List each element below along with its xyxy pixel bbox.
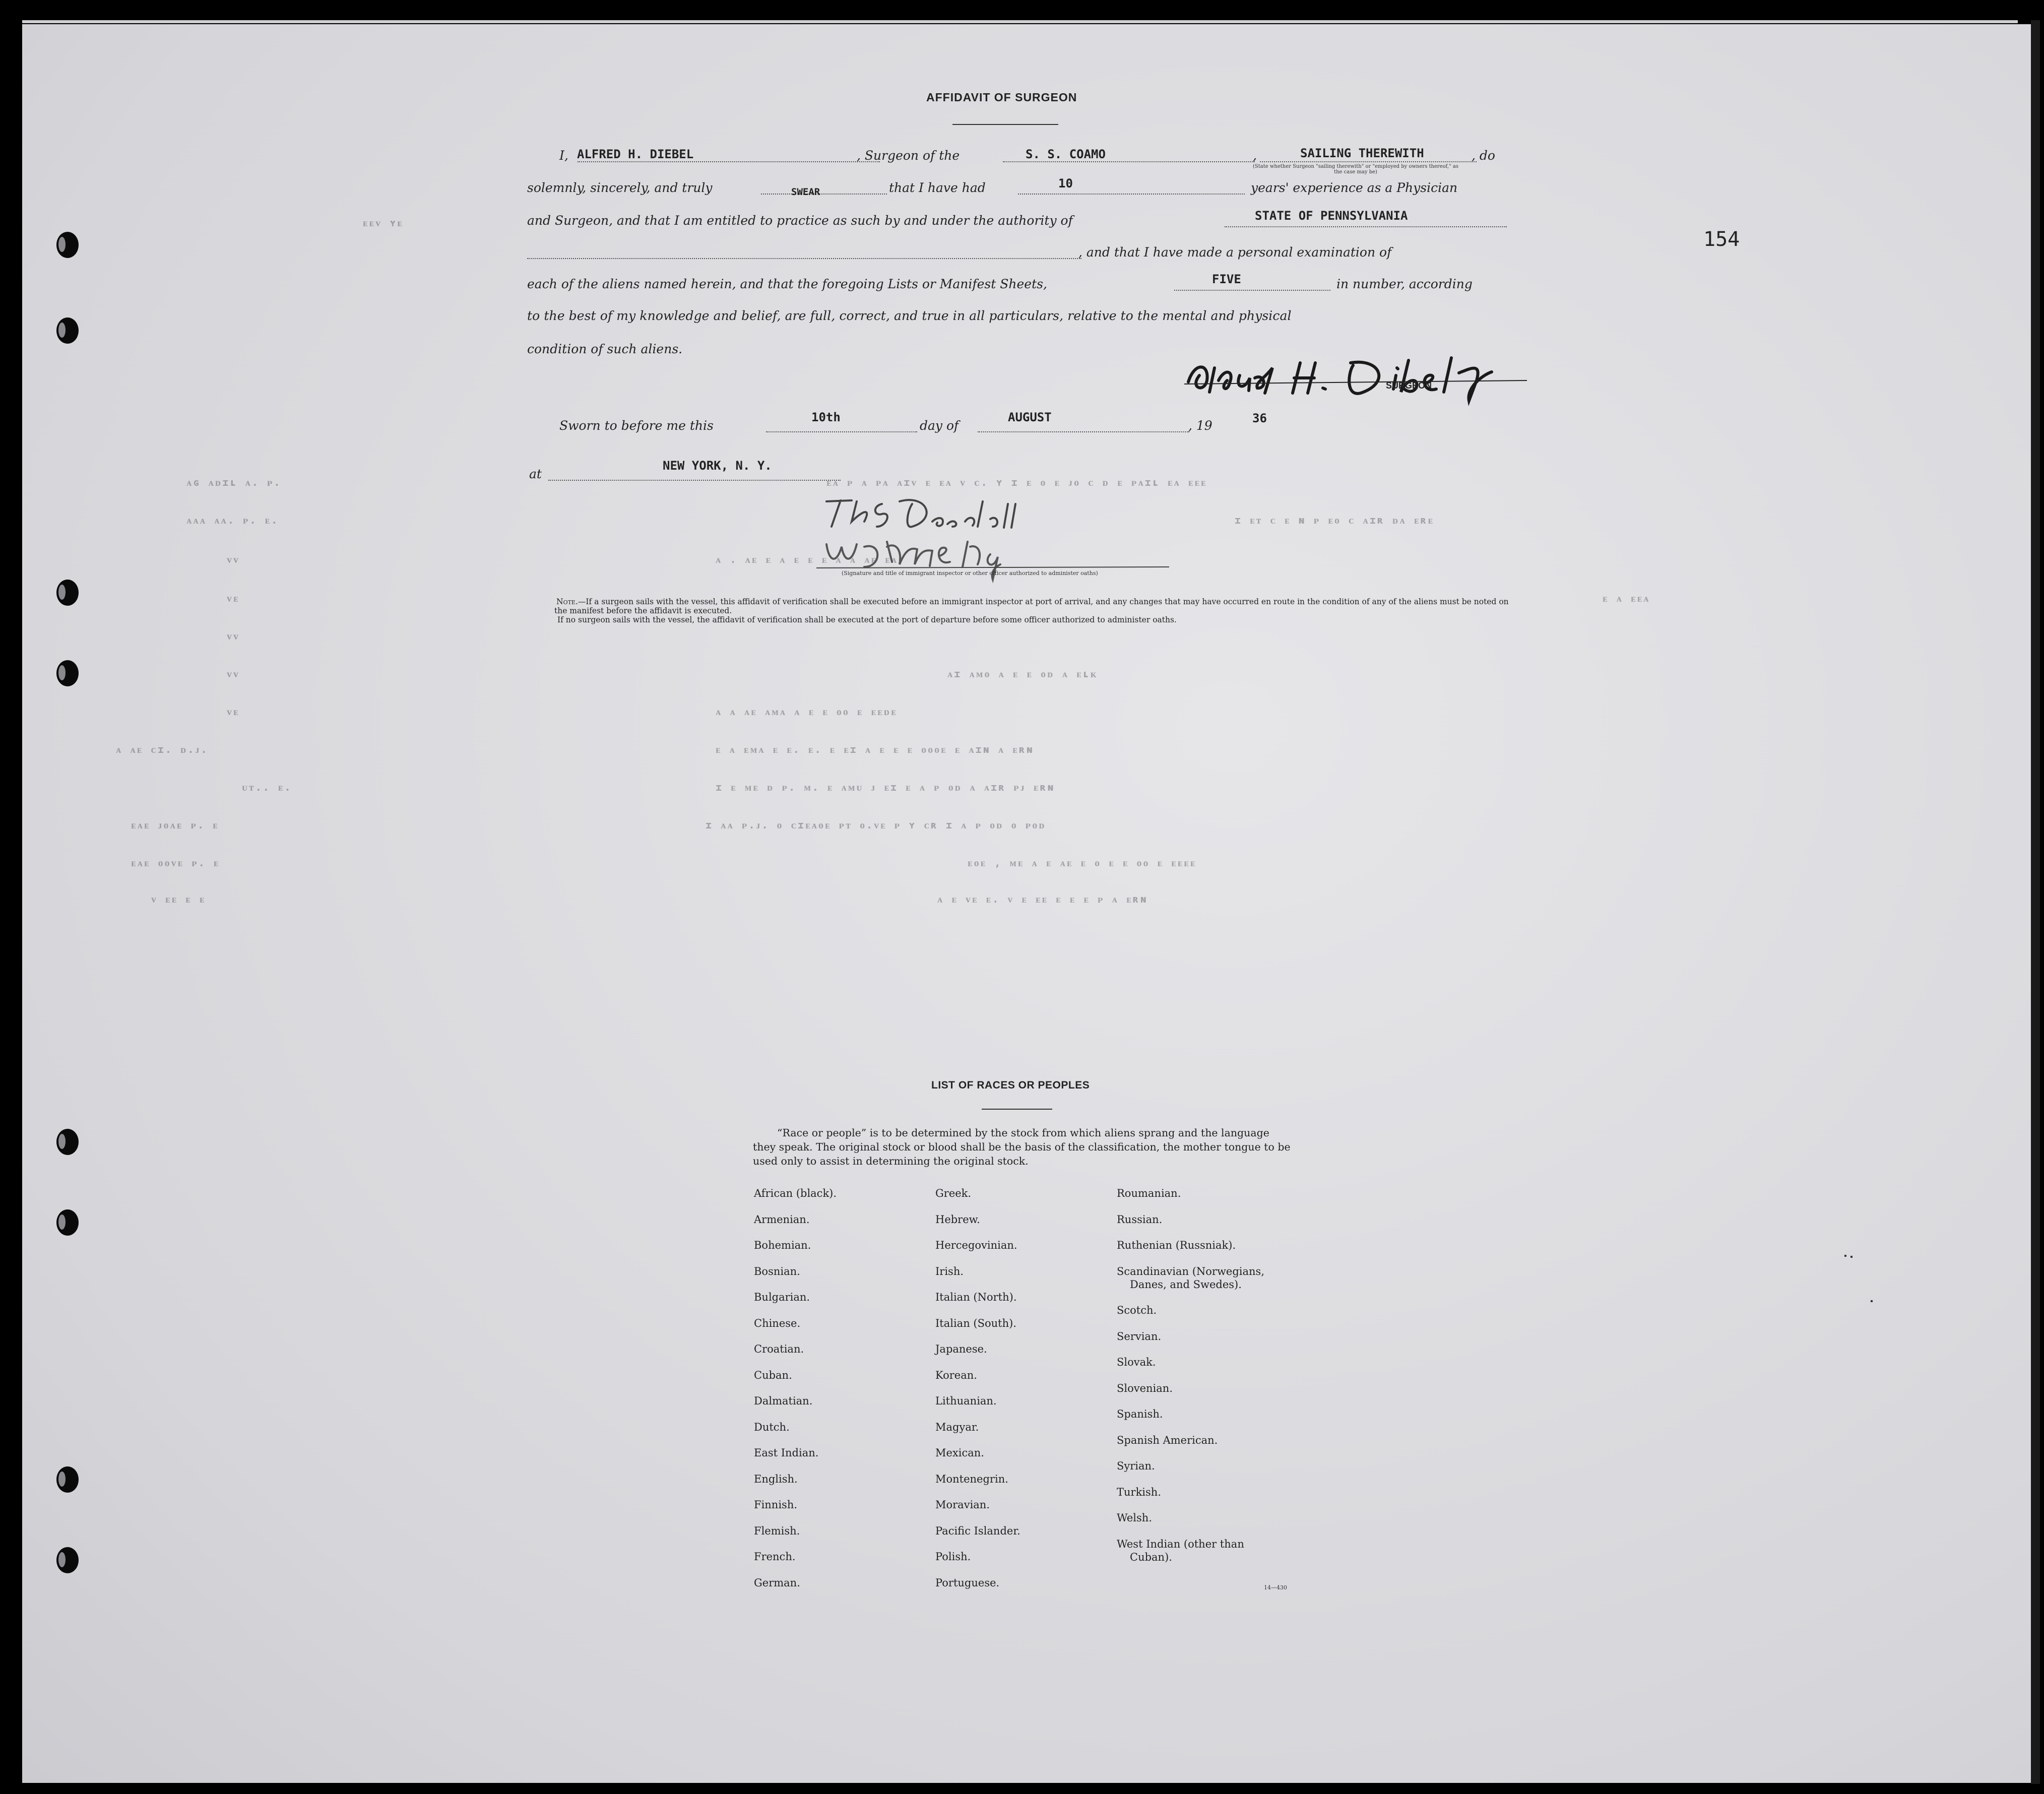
do-text: , do: [1472, 148, 1495, 163]
sheets-count-field: [1174, 277, 1330, 291]
sheets-count: FIVE: [1212, 272, 1241, 286]
race-item: Flemish.: [754, 1524, 800, 1537]
sheet-top-edge: [22, 20, 2018, 23]
race-item: Welsh.: [1117, 1512, 1152, 1524]
race-item: Pacific Islander.: [935, 1524, 1020, 1537]
race-item: West Indian (other than: [1117, 1537, 1244, 1550]
race-item: Dutch.: [754, 1421, 790, 1433]
years-value: 10: [1058, 176, 1073, 190]
sworn-month: AUGUST: [1008, 410, 1052, 424]
race-item: Polish.: [935, 1551, 971, 1563]
races-intro: “Race or people” is to be determined by the stock from which aliens sprang and the language they speak. The original stock or blood shall be the basis of the classification, the mother tongue to be used only to assist in determining the original stock.: [753, 1127, 1291, 1167]
race-item: Servian.: [1117, 1330, 1162, 1342]
race-item: Magyar.: [935, 1421, 979, 1433]
punch-hole: [56, 1209, 79, 1236]
race-item: Syrian.: [1117, 1460, 1155, 1472]
race-item: Danes, and Swedes).: [1130, 1278, 1242, 1291]
oath-field: [761, 180, 887, 195]
punch-hole: [56, 660, 79, 686]
race-item: Lithuanian.: [935, 1395, 997, 1407]
race-item: Cuban).: [1130, 1551, 1172, 1563]
race-item: Italian (North).: [935, 1291, 1017, 1303]
race-item: Bosnian.: [754, 1265, 800, 1277]
race-item: Roumanian.: [1117, 1187, 1181, 1199]
stray-mark: [1850, 1256, 1853, 1258]
race-item: Russian.: [1117, 1213, 1163, 1226]
race-item: African (black).: [754, 1187, 837, 1199]
surgeon-name: ALFRED H. DIEBEL: [577, 147, 694, 161]
race-item: Slovak.: [1117, 1356, 1156, 1368]
inspector-signature: [816, 491, 1169, 582]
race-item: Irish.: [935, 1265, 964, 1277]
race-item: Spanish.: [1117, 1408, 1163, 1420]
place-value: NEW YORK, N. Y.: [663, 459, 772, 473]
race-item: German.: [754, 1576, 800, 1589]
race-item: Korean.: [935, 1369, 977, 1381]
note-line-1: —If a surgeon sails with the vessel, this affidavit of verification shall be executed before an immigrant inspector at port of arrival, and any changes that may have occurred en route in the condition of any of the aliens must be noted on the manifest before the affidavit is executed.: [554, 597, 1509, 615]
race-item: Scandinavian (Norwegians,: [1117, 1265, 1265, 1277]
affidavit-title: AFFIDAVIT OF SURGEON: [926, 91, 1077, 104]
surgeon-signature: [1179, 353, 1532, 408]
race-item: Montenegrin.: [935, 1472, 1008, 1485]
punch-hole: [56, 1129, 79, 1155]
race-item: Slovenian.: [1117, 1382, 1173, 1394]
race-item: Mexican.: [935, 1447, 984, 1459]
race-item: Dalmatian.: [754, 1395, 813, 1407]
inspector-caption: (Signature and title of immigrant inspector or other officer authorized to administer oaths): [842, 570, 1098, 576]
punch-hole: [56, 580, 79, 606]
sworn-day-field: [766, 418, 917, 432]
race-item: Spanish American.: [1117, 1434, 1218, 1446]
punch-hole: [56, 317, 79, 344]
years-field: [1018, 180, 1245, 195]
affidavit-note: [554, 597, 1512, 624]
year-prefix: , 19: [1188, 418, 1212, 433]
race-item: Chinese.: [754, 1317, 801, 1329]
race-item: Scotch.: [1117, 1304, 1157, 1316]
stray-mark: [1844, 1255, 1846, 1257]
year-suffix: 36: [1252, 411, 1267, 425]
surgeon-of-text: , Surgeon of the: [857, 148, 960, 163]
surgeon-status: SAILING THEREWITH: [1300, 146, 1424, 160]
sworn-day: 10th: [811, 410, 841, 424]
race-item: Bohemian.: [754, 1239, 811, 1251]
race-item: Finnish.: [754, 1499, 798, 1511]
title-underline: [952, 124, 1058, 125]
races-title: LIST OF RACES OR PEOPLES: [931, 1079, 1090, 1091]
stray-mark: [1871, 1300, 1873, 1302]
solemnly-text: solemnly, sincerely, and truly: [527, 180, 713, 195]
race-item: Japanese.: [935, 1343, 987, 1355]
race-item: Italian (South).: [935, 1317, 1016, 1329]
note-label: Note.: [556, 597, 578, 606]
each-of-text: each of the aliens named herein, and that the foregoing Lists or Manifest Sheets,: [527, 277, 1047, 291]
form-number: 14—430: [1264, 1584, 1287, 1591]
have-had-text: that I have had: [889, 180, 986, 195]
sworn-text: Sworn to before me this: [559, 418, 714, 433]
race-item: Portuguese.: [935, 1576, 1000, 1589]
race-item: French.: [754, 1551, 796, 1563]
sheet-right-edge: [2031, 20, 2040, 1784]
authority-field-continued: [527, 245, 1081, 259]
pronoun-text: I,: [559, 148, 568, 163]
race-item: Croatian.: [754, 1343, 804, 1355]
race-item: Ruthenian (Russniak).: [1117, 1239, 1236, 1251]
comma-text: ,: [1253, 148, 1257, 163]
examination-text: , and that I have made a personal examination of: [1078, 245, 1392, 260]
authority-text: and Surgeon, and that I am entitled to practice as such by and under the authority of: [527, 213, 1073, 228]
punch-hole: [56, 1547, 79, 1573]
race-item: Hebrew.: [935, 1213, 980, 1226]
status-note: (State whether Surgeon "sailing therewith" or "employed by owners thereof," as the case may be): [1252, 164, 1458, 175]
years-experience-text: years' experience as a Physician: [1251, 180, 1458, 195]
race-item: Turkish.: [1117, 1486, 1161, 1498]
race-item: Armenian.: [754, 1213, 810, 1226]
day-of-text: day of: [920, 418, 959, 433]
authority-value: STATE OF PENNSYLVANIA: [1255, 209, 1408, 223]
sheet-number: 154: [1703, 228, 1740, 251]
condition-text: condition of such aliens.: [527, 342, 683, 356]
note-line-2: If no surgeon sails with the vessel, the affidavit of verification shall be executed at the port of departure before some officer authorized to administer oaths.: [557, 615, 1177, 624]
race-item: Moravian.: [935, 1499, 990, 1511]
race-item: English.: [754, 1472, 798, 1485]
race-item: Bulgarian.: [754, 1291, 810, 1303]
in-number-text: in number, according: [1336, 277, 1473, 291]
race-item: Greek.: [935, 1187, 972, 1199]
at-text: at: [529, 467, 542, 481]
race-item: Cuban.: [754, 1369, 792, 1381]
races-title-underline: [982, 1109, 1052, 1110]
best-knowledge-text: to the best of my knowledge and belief, are full, correct, and true in all particulars, relative to the mental and physical: [527, 308, 1292, 323]
oath-word: SWEAR: [791, 186, 820, 198]
vessel-name: S. S. COAMO: [1026, 147, 1106, 161]
race-item: East Indian.: [754, 1447, 819, 1459]
punch-hole: [56, 232, 79, 258]
punch-hole: [56, 1466, 79, 1493]
race-item: Hercegovinian.: [935, 1239, 1017, 1251]
signature-label: SURGEON: [1386, 380, 1432, 391]
